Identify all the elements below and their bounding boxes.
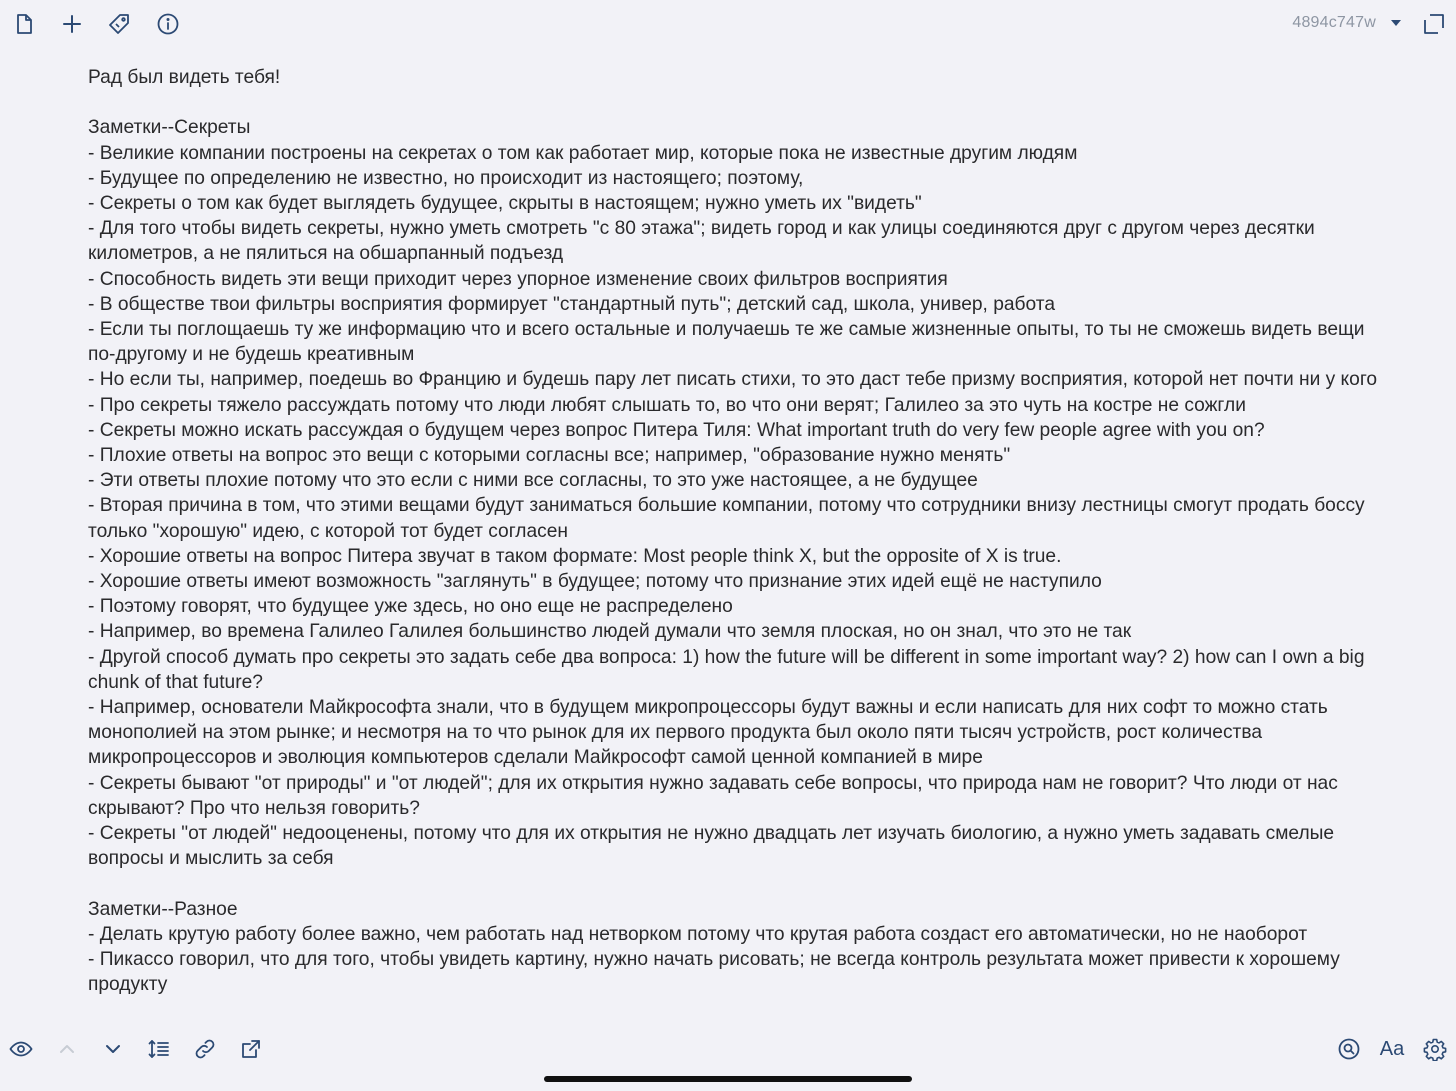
note-line: - Секреты можно искать рассуждая о будущем через вопрос Питера Тиля: What important truth do very few people agree with you on? xyxy=(88,419,1265,441)
note-line: - Но если ты, например, поедешь во Францию и будешь пару лет писать стихи, то это даст тебе призму восприятия, которой нет почти ни у кого xyxy=(88,369,1378,391)
note-heading: Заметки--Разное xyxy=(88,898,238,920)
search-icon[interactable] xyxy=(1334,1035,1364,1063)
info-icon[interactable] xyxy=(154,10,182,38)
note-line: - В обществе твои фильтры восприятия формирует "стандартный путь"; детский сад, школа, универ, работа xyxy=(88,293,1056,315)
note-line: - Великие компании построены на секретах о том как работает мир, которые пока не известные другим людям xyxy=(88,142,1078,164)
font-settings-button[interactable]: Aa xyxy=(1379,1037,1405,1060)
note-line: - Способность видеть эти вещи приходит через упорное изменение своих фильтров восприятия xyxy=(88,268,948,290)
note-line: - Пикассо говорил, что для того, чтобы увидеть картину, нужно начать рисовать; не всегда контроль результата может привести к хорошему продукту xyxy=(88,949,1346,996)
note-blank-line xyxy=(88,90,1378,115)
bottom-toolbar xyxy=(0,1028,1456,1068)
note-line: Рад был видеть тебя! xyxy=(88,67,281,88)
note-line: - Хорошие ответы на вопрос Питера звучат в таком формате: Most people think X, but the opposite of X is true. xyxy=(88,545,1062,567)
note-editor[interactable] xyxy=(88,65,1378,1025)
chevron-down-icon[interactable] xyxy=(98,1035,128,1063)
eye-icon[interactable] xyxy=(6,1035,36,1063)
list-indent-icon[interactable] xyxy=(144,1035,174,1063)
note-line: - Секреты "от людей" недооценены, потому что для их открытия не нужно двадцать лет изучать биологию, а нужно уметь задавать смелые вопросы и мыслить за себя xyxy=(88,823,1340,870)
home-indicator[interactable] xyxy=(544,1076,912,1082)
tag-icon[interactable] xyxy=(105,10,133,38)
note-line: - Для того чтобы видеть секреты, нужно уметь смотреть "с 80 этажа"; видеть город и как улицы соединяются друг с другом через десятки километров, а не пялиться на обшарпанный подъезд xyxy=(88,218,1321,265)
note-line: - Например, во времена Галилео Галилея большинство людей думали что земля плоская, но он знал, что это не так xyxy=(88,621,1132,643)
note-id-label[interactable]: 4894c747w xyxy=(1292,14,1376,31)
note-line: - Например, основатели Майкрософта знали, что в будущем микропроцессоры будут важны и если написать для них софт то можно стать монополией на этом рынке; и несмотря на то что рынок для их первого продукта был около пяти тысяч устройств, рост количества микропроцессоров и эволюция компьютеров сделали Майкрософт самой ценной компанией в мире xyxy=(88,697,1334,769)
link-icon[interactable] xyxy=(190,1035,220,1063)
note-line: - Хорошие ответы имеют возможность "заглянуть" в будущее; потому что признание этих идей ещё не наступило xyxy=(88,571,1102,593)
plus-icon[interactable] xyxy=(58,10,86,38)
note-line: - Вторая причина в том, что этими вещами будут заниматься большие компании, потому что сотрудники внизу лестницы смогут продать боссу только "хорошую" идею, с которой тот будет согласен xyxy=(88,495,1370,542)
note-line: - Плохие ответы на вопрос это вещи с которыми согласны все; например, "образование нужно менять" xyxy=(88,445,1011,467)
note-line: - Про секреты тяжело рассуждать потому что люди любят слышать то, во что они верят; Галилео за это чуть на костре не сожгли xyxy=(88,394,1246,416)
note-line: - Секреты бывают "от природы" и "от людей"; для их открытия нужно задавать себе вопросы, что природа нам не говорит? Что люди от нас скрывают? Про что нельзя говорить? xyxy=(88,772,1344,819)
gear-icon[interactable] xyxy=(1420,1035,1450,1063)
chevron-up-icon[interactable] xyxy=(52,1035,82,1063)
note-blank-line xyxy=(88,871,1378,896)
note-line: - Если ты поглощаешь ту же информацию что и всего остальные и получаешь те же самые жизненные опыты, то ты не сможешь видеть вещи по-другому и не будешь креативным xyxy=(88,319,1370,366)
note-line: - Эти ответы плохие потому что это если с ними все согласны, то это уже настоящее, а не будущее xyxy=(88,470,978,492)
share-icon[interactable] xyxy=(236,1035,266,1063)
note-line: - Делать крутую работу более важно, чем работать над нетворком потому что крутая работа создаст его автоматически, но не наоборот xyxy=(88,923,1308,945)
expand-icon[interactable] xyxy=(1420,10,1448,38)
note-line: - Другой способ думать про секреты это задать себе два вопроса: 1) how the future will be different in some important way? 2) how can I own a big chunk of that future? xyxy=(88,646,1370,693)
note-line: - Поэтому говорят, что будущее уже здесь, но оно еще не распределено xyxy=(88,596,733,618)
note-line: - Будущее по определению не известно, но происходит из настоящего; поэтому, xyxy=(88,167,804,189)
note-heading: Заметки--Секреты xyxy=(88,117,251,139)
document-icon[interactable] xyxy=(10,10,38,38)
note-line: - Секреты о том как будет выглядеть будущее, скрыты в настоящем; нужно уметь их "видеть" xyxy=(88,193,922,214)
chevron-down-icon[interactable] xyxy=(1382,9,1410,37)
top-toolbar xyxy=(0,0,1456,48)
